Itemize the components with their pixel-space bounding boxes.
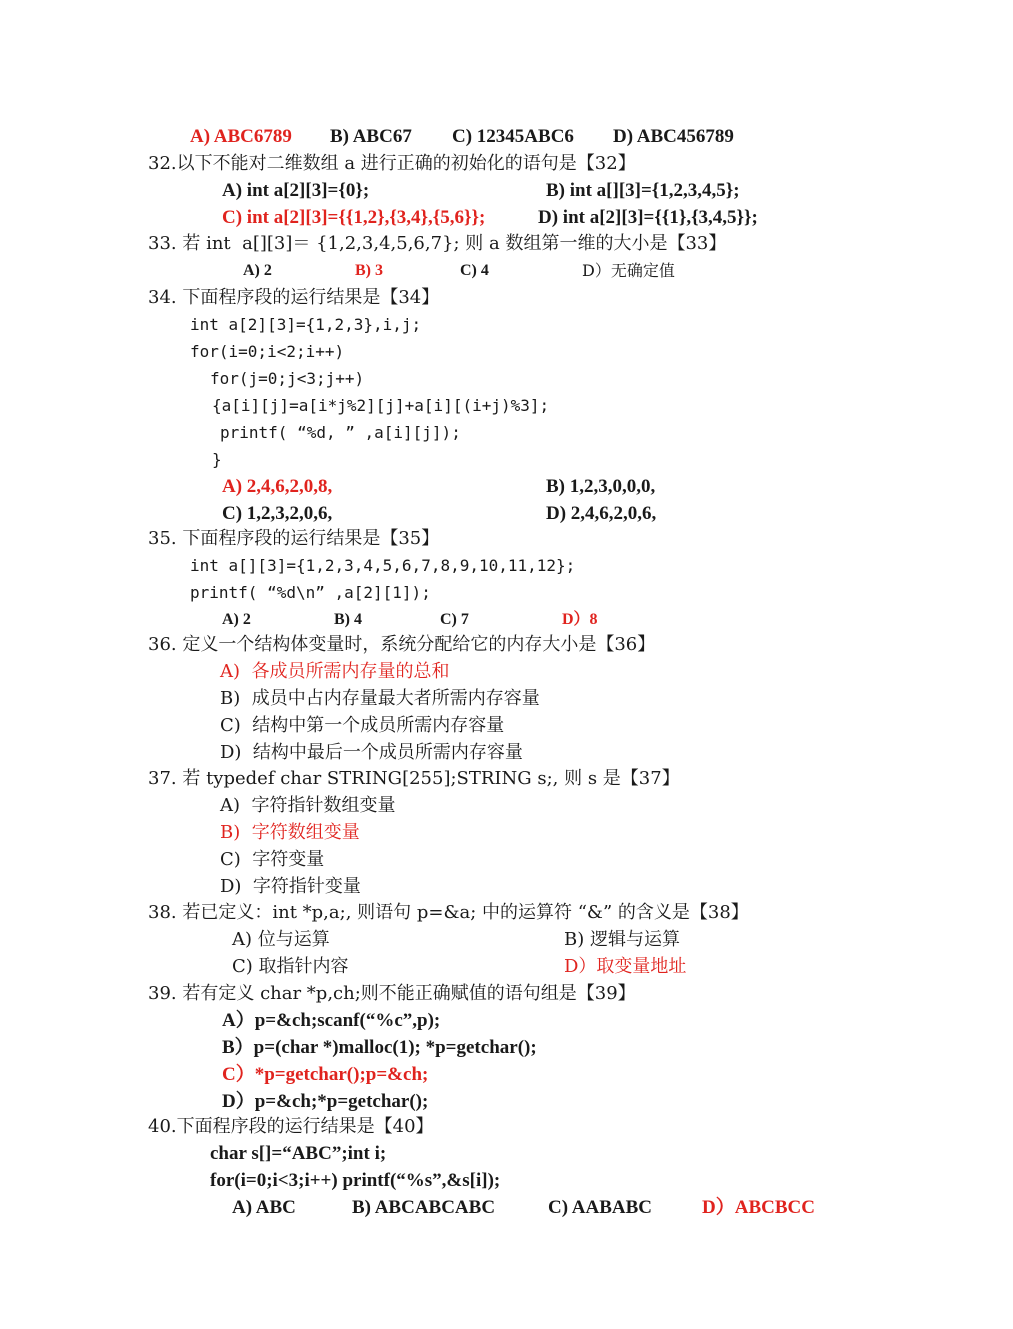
q33-option-b: B) 3 xyxy=(355,262,383,279)
q35-stem: 35. 下面程序段的运行结果是【35】 xyxy=(148,528,440,549)
q34-stem: 34. 下面程序段的运行结果是【34】 xyxy=(148,287,440,308)
q40-option-a: A) ABC xyxy=(232,1197,296,1218)
q40-option-b: B) ABCABCABC xyxy=(352,1197,496,1218)
q34-option-b: B) 1,2,3,0,0,0, xyxy=(546,476,656,497)
q34-code-line: for(j=0;j<3;j++) xyxy=(210,369,365,388)
q34-code-line: } xyxy=(212,450,222,469)
q38-option-c: C) 取指针内容 xyxy=(232,956,349,977)
q35-option-a: A) 2 xyxy=(222,611,251,628)
q36-stem: 36. 定义一个结构体变量时，系统分配给它的内存大小是【36】 xyxy=(148,634,656,655)
q31-option-c: C) 12345ABC6 xyxy=(452,126,574,147)
q36-option-d: D) 结构中最后一个成员所需内存容量 xyxy=(220,742,523,763)
q32-option-a: A) int a[2][3]={0}; xyxy=(222,180,370,201)
q40-stem: 40.下面程序段的运行结果是【40】 xyxy=(148,1116,434,1137)
q40-option-c: C) AABABC xyxy=(548,1197,652,1218)
q38-option-d: D）取变量地址 xyxy=(564,956,687,977)
q39-option-d: D）p=&ch;*p=getchar(); xyxy=(222,1091,429,1112)
q33-option-c: C) 4 xyxy=(460,262,489,279)
q33-stem: 33. 若 int a[][3]＝ {1,2,3,4,5,6,7}; 则 a 数组第一维的大小是【33】 xyxy=(148,233,727,254)
q31-option-d: D) ABC456789 xyxy=(613,126,734,147)
q37-stem: 37. 若 typedef char STRING[255];STRING s;, 则 s 是【37】 xyxy=(148,768,680,789)
q36-option-c: C) 结构中第一个成员所需内存容量 xyxy=(220,715,505,736)
q37-option-a: A) 字符指针数组变量 xyxy=(220,795,396,816)
q38-stem: 38. 若已定义：int *p,a;, 则语句 p=&a; 中的运算符 “&” 的含义是【38】 xyxy=(148,902,749,923)
q34-code-line: for(i=0;i<2;i++) xyxy=(190,342,345,361)
q32-stem: 32.以下不能对二维数组 a 进行正确的初始化的语句是【32】 xyxy=(148,153,636,174)
q34-code-line: int a[2][3]={1,2,3},i,j; xyxy=(190,315,422,334)
q40-code-line: char s[]=“ABC”;int i; xyxy=(210,1143,387,1164)
q40-code-line: for(i=0;i<3;i++) printf(“%s”,&s[i]); xyxy=(210,1170,501,1191)
q39-option-a: A）p=&ch;scanf(“%c”,p); xyxy=(222,1010,441,1031)
q40-option-d: D）ABCBCC xyxy=(702,1197,815,1218)
q31-option-a: A) ABC6789 xyxy=(190,126,292,147)
q34-option-a: A) 2,4,6,2,0,8, xyxy=(222,476,333,497)
q37-option-d: D) 字符指针变量 xyxy=(220,876,361,897)
q32-option-c: C) int a[2][3]={{1,2},{3,4},{5,6}}; xyxy=(222,207,486,228)
q35-code-line: printf( “%d\n” ,a[2][1]); xyxy=(190,583,431,602)
q31-option-b: B) ABC67 xyxy=(330,126,412,147)
q34-option-c: C) 1,2,3,2,0,6, xyxy=(222,503,333,524)
q34-code-line: printf( “%d, ” ,a[i][j]); xyxy=(220,423,461,442)
q36-option-b: B) 成员中占内存量最大者所需内存容量 xyxy=(220,688,540,709)
q37-option-c: C) 字符变量 xyxy=(220,849,325,870)
q34-code-line: {a[i][j]=a[i*j%2][j]+a[i][(i+j)%3]; xyxy=(212,396,550,415)
q35-code-line: int a[][3]={1,2,3,4,5,6,7,8,9,10,11,12}; xyxy=(190,556,576,575)
q39-option-c: C）*p=getchar();p=&ch; xyxy=(222,1064,429,1085)
q32-option-d: D) int a[2][3]={{1},{3,4,5}}; xyxy=(538,207,758,228)
q34-option-d: D) 2,4,6,2,0,6, xyxy=(546,503,657,524)
q39-option-b: B）p=(char *)malloc(1); *p=getchar(); xyxy=(222,1037,537,1058)
q38-option-b: B) 逻辑与运算 xyxy=(564,929,680,950)
q37-option-b: B) 字符数组变量 xyxy=(220,822,360,843)
q33-option-a: A) 2 xyxy=(243,262,272,279)
q33-option-d: D）无确定值 xyxy=(582,261,675,280)
q35-option-b: B) 4 xyxy=(334,611,362,628)
q35-option-d: D）8 xyxy=(562,611,598,628)
q35-option-c: C) 7 xyxy=(440,611,469,628)
q36-option-a: A) 各成员所需内存量的总和 xyxy=(220,661,450,682)
q38-option-a: A) 位与运算 xyxy=(232,929,330,950)
q39-stem: 39. 若有定义 char *p,ch;则不能正确赋值的语句组是【39】 xyxy=(148,983,636,1004)
q32-option-b: B) int a[][3]={1,2,3,4,5}; xyxy=(546,180,740,201)
